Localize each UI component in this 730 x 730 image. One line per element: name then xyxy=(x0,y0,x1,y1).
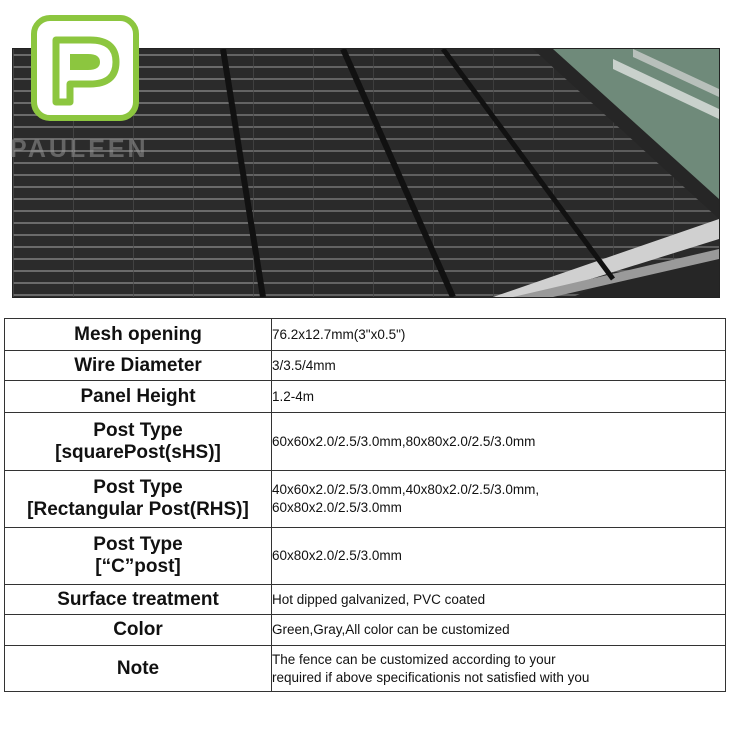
spec-value: 60x80x2.0/2.5/3.0mm xyxy=(272,528,726,585)
spec-value: 60x60x2.0/2.5/3.0mm,80x80x2.0/2.5/3.0mm xyxy=(272,413,726,471)
table-row xyxy=(5,381,726,413)
spec-value: The fence can be customized according to your required if above specificationis not satisfied with you xyxy=(272,646,726,692)
table-row xyxy=(5,471,726,528)
spec-key: Note xyxy=(5,646,272,692)
spec-value: 76.2x12.7mm(3"x0.5") xyxy=(272,319,726,351)
spec-value: Green,Gray,All color can be customized xyxy=(272,615,726,646)
company-logo xyxy=(30,14,140,122)
spec-key: Post Type [“C”post] xyxy=(5,528,272,585)
spec-value: 1.2-4m xyxy=(272,381,726,413)
spec-key: Wire Diameter xyxy=(5,351,272,381)
spec-key: Panel Height xyxy=(5,381,272,413)
table-row xyxy=(5,351,726,381)
specification-table xyxy=(4,318,726,692)
table-row xyxy=(5,615,726,646)
table-row xyxy=(5,528,726,585)
table-row xyxy=(5,319,726,351)
brand-watermark: PAULEEN xyxy=(10,135,149,163)
spec-value: 3/3.5/4mm xyxy=(272,351,726,381)
spec-key: Post Type [Rectangular Post(RHS)] xyxy=(5,471,272,528)
spec-key: Color xyxy=(5,615,272,646)
table-row xyxy=(5,585,726,615)
spec-value: Hot dipped galvanized, PVC coated xyxy=(272,585,726,615)
table-row xyxy=(5,413,726,471)
spec-key: Post Type [squarePost(sHS)] xyxy=(5,413,272,471)
table-row xyxy=(5,646,726,692)
spec-value: 40x60x2.0/2.5/3.0mm,40x80x2.0/2.5/3.0mm, 60x80x2.0/2.5/3.0mm xyxy=(272,471,726,528)
spec-key: Mesh opening xyxy=(5,319,272,351)
spec-key: Surface treatment xyxy=(5,585,272,615)
